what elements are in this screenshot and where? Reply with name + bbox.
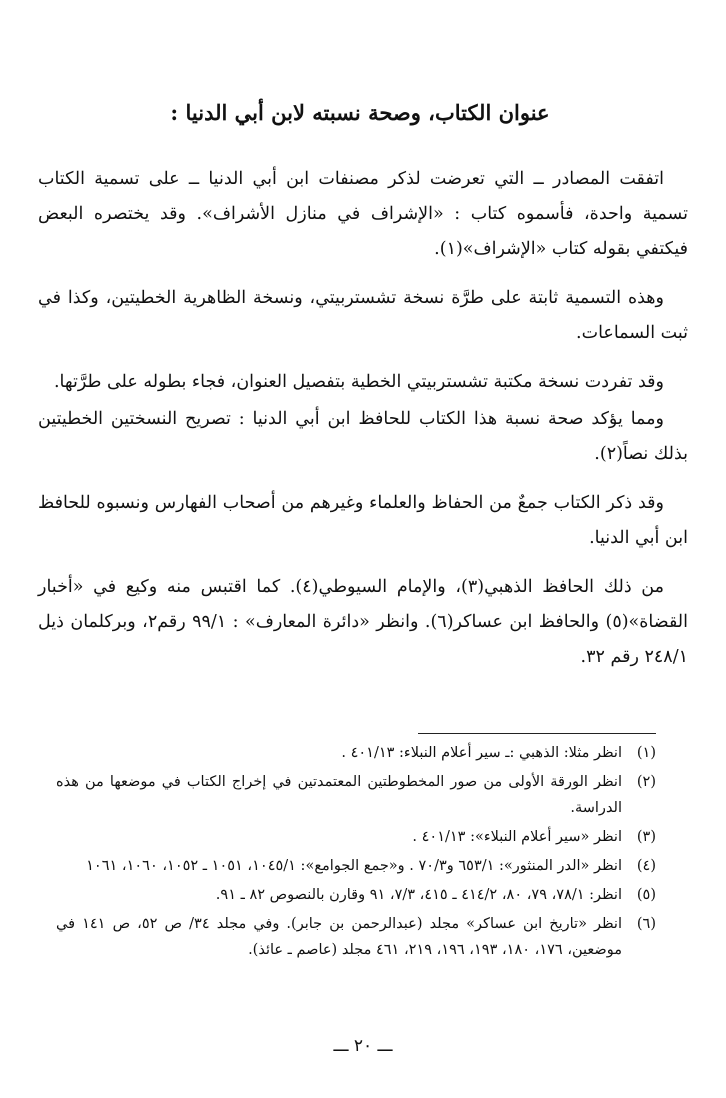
footnote-separator [418,733,656,734]
footnote-number: (٦) [636,916,656,932]
footnote-text: انظر: ٧٨/١، ٧٩، ٨٠، ٤١٤/٢ ـ ٤١٥، ٧/٣، ٩١ وقارن بالنصوص ٨٢ ـ ٩١. [215,887,622,903]
footnote-text: انظر الورقة الأولى من صور المخطوطتين المعتمدتين في إخراج الكتاب في موضعها من هذه الدراسة. [56,774,622,816]
footnote-number: (٤) [636,858,656,874]
paragraph-2: وهذه التسمية ثابتة على طرَّة نسخة تشستربيتي، ونسخة الظاهرية الخطيتين، وكذا في ثبت السماعات. [38,288,688,343]
footnote-text: انظر مثلا: الذهبي :ـ سير أعلام النبلاء: ٤٠١/١٣ . [341,745,622,761]
footnote-text: انظر «تاريخ ابن عساكر» مجلد (عبدالرحمن بن جابر). وفي مجلد ٣٤/ ص ٥٢، ص ١٤١ في موضعين، ١٧٦، ١٨٠، ١٩٣، ١٩٦، ٢١٩، ٤٦١ مجلد (عاصم ـ عائذ). [56,916,622,958]
paragraph-1: اتفقت المصادر ــ التي تعرضت لذكر مصنفات ابن أبي الدنيا ــ على تسمية الكتاب تسمية واحدة، فأسموه كتاب : «الإشراف في منازل الأشراف». وقد يختصره البعض فيكتفي بقوله كتاب «الإشراف»(١). [38,169,688,259]
body-text [38,162,688,689]
footnote-number: (٣) [636,829,656,845]
footnote-6 [56,911,656,963]
section-heading: عنوان الكتاب، وصحة نسبته لابن أبي الدنيا : [170,100,550,125]
paragraph-4: ومما يؤكد صحة نسبة هذا الكتاب للحافظ ابن أبي الدنيا : تصريح النسختين الخطيتين بذلك نصاً(٢). [38,409,688,464]
footnote-4 [56,853,656,879]
footnote-text: انظر «الدر المنثور»: ٦٥٣/١ و٧٠/٣ . و«جمع الجوامع»: ١٠٤٥/١، ١٠٥١ ـ ١٠٥٢، ١٠٦٠، ١٠٦١ [86,858,622,874]
footnote-1 [56,740,656,766]
footnote-number: (١) [636,745,656,761]
footnotes [56,740,656,966]
footnote-number: (٥) [636,887,656,903]
footnote-3 [56,824,656,850]
paragraph-5: وقد ذكر الكتاب جمعٌ من الحفاظ والعلماء وغيرهم من أصحاب الفهارس ونسبوه للحافظ ابن أبي الدنيا. [38,493,688,548]
footnote-2 [56,769,656,821]
paragraph-6: من ذلك الحافظ الذهبي(٣)، والإمام السيوطي(٤). كما اقتبس منه وكيع في «أخبار القضاة»(٥) والحافظ ابن عساكر(٦). وانظر «دائرة المعارف» : ٩٩/١ رقم٢، وبركلمان ذيل ٢٤٨/١ رقم ٣٢. [38,577,688,667]
footnote-text: انظر «سير أعلام النبلاء»: ٤٠١/١٣ . [412,829,622,845]
paragraph-3: وقد تفردت نسخة مكتبة تشستربيتي الخطية بتفصيل العنوان، فجاء بطوله على طرَّتها. [53,372,664,392]
footnote-number: (٢) [636,774,656,790]
footnote-5 [56,882,656,908]
page-number: ـــ ٢٠ ـــ [333,1036,393,1056]
